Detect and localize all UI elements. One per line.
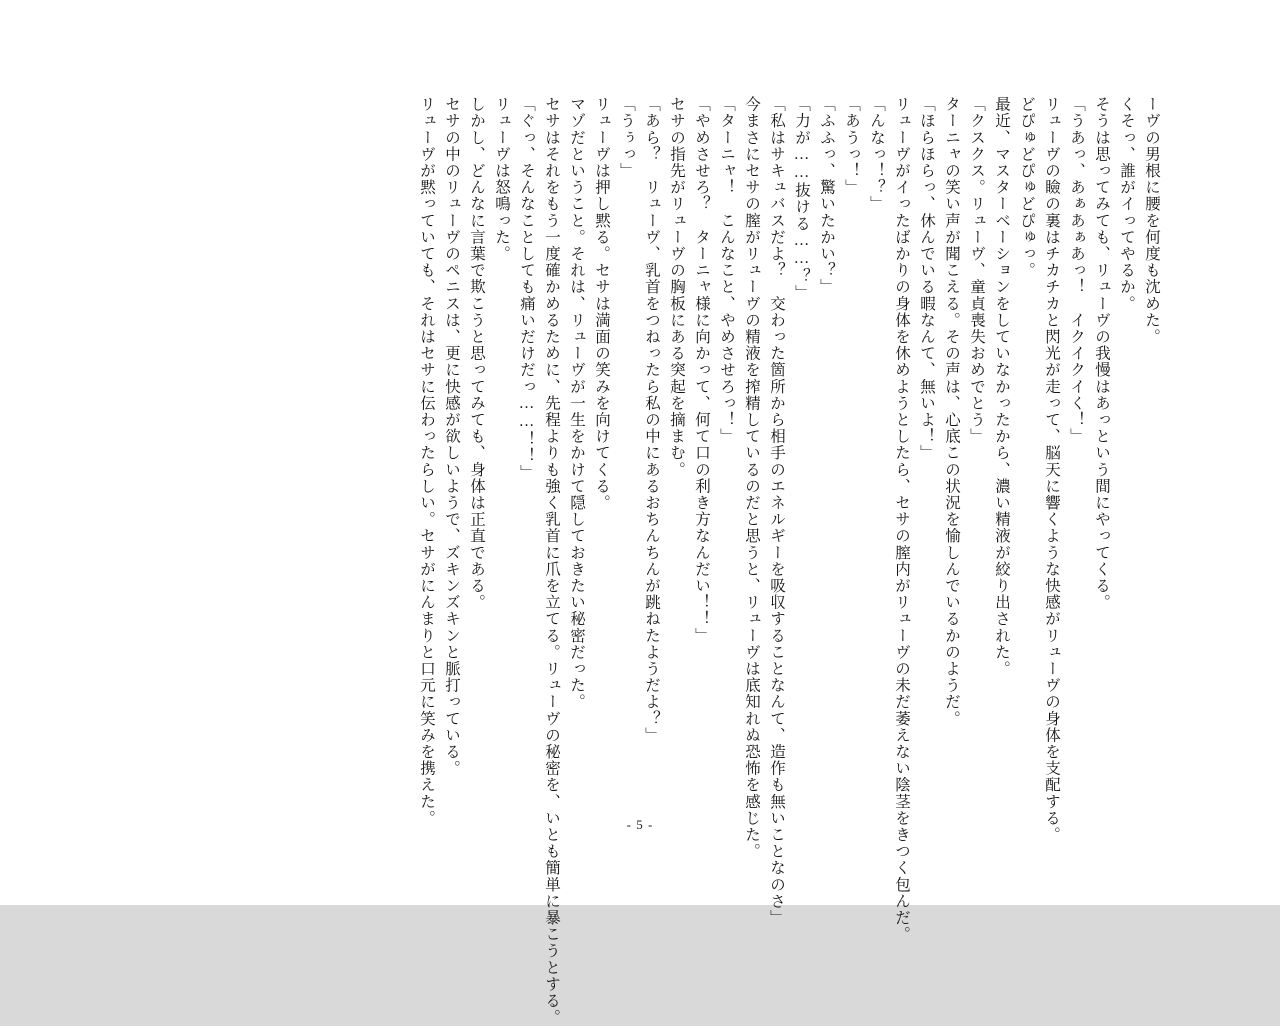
text-column: 「んなっ！？」	[868, 96, 885, 213]
text-column: 「私はサキュバスだよ？ 交わった箇所から相手のエネルギーを吸収することなんて、造作も無いことなのさ」	[768, 96, 785, 926]
text-column: どぴゅどぴゅどぴゅっ。	[1018, 96, 1035, 279]
page-number: - 5 -	[626, 817, 654, 832]
text-column: ーヴの男根に腰を何度も沈めた。	[1143, 96, 1160, 345]
text-column: 「やめさせろ？ ターニャ様に向かって、何て口の利き方なんだい！！」	[693, 96, 710, 644]
text-column: セサはそれをもう一度確かめるために、先程よりも強く乳首に爪を立てる。リューヴの秘密を、いとも簡単に暴こうとする。	[543, 96, 560, 1026]
text-column: そうは思ってみても、リューヴの我慢はあっという間にやってくる。	[1093, 96, 1110, 611]
text-column: 「あうっ！」	[843, 96, 860, 196]
text-column: リューヴは怒鳴った。	[493, 96, 510, 262]
text-column: 「ふふっ、驚いたかい？」	[818, 96, 835, 296]
text-column: 「力が……抜ける……？」	[793, 96, 810, 302]
text-column: セサの指先がリューヴの胸板にある突起を摘まむ。	[668, 96, 685, 478]
text-column: ターニャの笑い声が聞こえる。その声は、心底この状況を愉しんでいるかのようだ。	[943, 96, 960, 727]
text-column: くそっ、誰がイってやるか。	[1118, 96, 1135, 312]
text-column: 「ぐっ、そんなことしても痛いだけだっ……！！」	[518, 96, 535, 481]
text-column: セサの中のリューヴのペニスは、更に快感が欲しいようで、ズキンズキンと脈打っている。	[443, 96, 460, 777]
text-column: 「うぅっ」	[618, 96, 635, 179]
novel-text-body	[118, 96, 1164, 1026]
text-column: 「ターニャ！ こんなこと、やめさせろっ！」	[718, 96, 735, 445]
text-column: しかし、どんなに言葉で欺こうと思ってみても、身体は正直である。	[468, 96, 485, 611]
text-column: リューヴは押し黙る。セサは満面の笑みを向けてくる。	[593, 96, 610, 511]
text-column: 「うあっ、あぁあぁあっ！ イクイクイく！」	[1068, 96, 1085, 445]
text-column: 「ほらほらっ、休んでいる暇なんて、無いよ！」	[918, 96, 935, 462]
text-column: リューヴの瞼の裏はチカチカと閃光が走って、脳天に響くような快感がリューヴの身体を支配する。	[1043, 96, 1060, 843]
text-column: 「あら？ リューヴ、乳首をつねったら私の中にあるおちんちんが跳ねたようだよ？」	[643, 96, 660, 744]
text-column: マゾだということ。それは、リューヴが一生をかけて隠しておきたい秘密だった。	[568, 96, 585, 711]
text-column: 「クスクス。リューヴ、童貞喪失おめでとう」	[968, 96, 985, 445]
text-column: 今まさにセサの膣がリューヴの精液を搾精しているのだと思うと、リューヴは底知れぬ恐怖を感じた。	[743, 96, 760, 860]
text-column: 最近、マスターベーションをしていなかったから、濃い精液が絞り出された。	[993, 96, 1010, 677]
text-column: リューヴが黙っていても、それはセサに伝わったらしい。セサがにんまりと口元に笑みを携えた。	[418, 96, 435, 827]
text-column: リューヴがイったばかりの身体を休めようとしたら、セサの膣内がリューヴの未だ萎えない陰茎をきつく包んだ。	[893, 96, 910, 943]
